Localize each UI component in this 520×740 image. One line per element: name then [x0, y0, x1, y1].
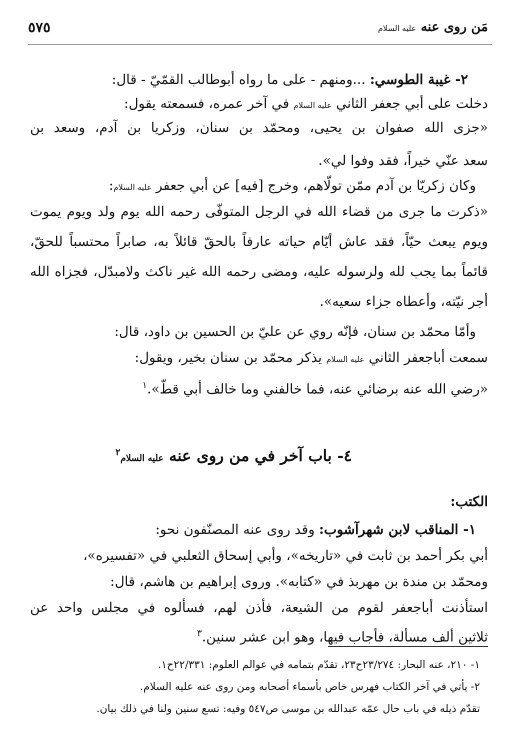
- text-line: «جزى الله صفوان بن يحيى، ومحمّد بن سنان، وزكريا بن آدم، وسعد بن: [30, 120, 488, 136]
- text-line: [124, 94, 488, 116]
- text-line: «ذكرت ما جرى من قضاء الله في الرجل المتوفّى رحمه الله يوم ولد ويوم يموت: [30, 204, 488, 220]
- text-line: ويوم يبعث حيّاً، فقد عاش أيّام حياته عارفاً بالحقّ قائلاً به، صابراً محتسباً للحقّ،: [30, 234, 489, 250]
- footnote-text: ٢- يأتي في آخر الكتاب فهرس خاص بأسماء أصحابه ومن روى عنه عليه السلام.: [139, 681, 480, 693]
- header-divider: [28, 44, 492, 45]
- honorific: عليه السلام: [113, 183, 152, 192]
- text-line: قائماً بما يجب لله ولرسوله عليه، ومضى رحمه الله غير ناكث ولامبدّل، فجزاه الله: [30, 264, 488, 280]
- line-text: وكان زكريّا بن آدم ممّن تولّاهم، وخرج [فيه] عن أبي جعفر: [151, 178, 476, 194]
- text-line: [197, 624, 488, 648]
- text-line: [112, 70, 468, 90]
- text-line: أبي بكر أحمد بن ثابت في «تاريخه»، وأبي إسحاق الثعلبي في «تفسيره»،: [83, 548, 488, 564]
- text-line: سعد عنّي خيراً، فقد وفوا لي».: [318, 153, 488, 169]
- line-text: دخلت على أبي جعفر الثاني: [331, 96, 488, 112]
- section-heading-text: ٤- باب آخر في من روى عنه: [169, 446, 352, 465]
- footnote-divider: [328, 646, 488, 647]
- text-line: [142, 376, 488, 400]
- footnote: ١- ٢١٠، عنه البحار: ٢٣/٢٧٤ح٢٣، تقدّم بتمامه في عوالم العلوم: ٢٢/٣٣١ح١.: [157, 659, 480, 671]
- text-line: استأذنت أباجعفر لقوم من الشيعة، فأذن لهم، فسألوه في مجلس واحد عن: [30, 600, 488, 616]
- line-text: :: [108, 178, 114, 194]
- source-label: ١- المناقب لابن شهرآشوب:: [319, 522, 476, 538]
- subheading-books: [450, 492, 488, 512]
- text-line: وأمّا محمّد بن سنان، فإنّه روي عن عليّ بن الحسين بن داود، قال:: [114, 324, 476, 340]
- line-text: «رضي الله عنه برضائي عنه، فما خالفني وما خالف أبي قطّ».: [147, 381, 488, 398]
- source-label: ٢- غيبة الطوسي:: [369, 72, 468, 88]
- footnote-marker: ٢: [115, 447, 121, 458]
- text-line: ومحمّد بن مندة بن مهربذ في «كتابه». وروى إبراهيم بن هاشم، قال:: [110, 574, 488, 590]
- footnote: [140, 679, 480, 695]
- page-number: ٥٧٥: [28, 20, 51, 36]
- running-header-title: [378, 20, 488, 35]
- honorific: عليه السلام: [293, 101, 332, 110]
- line-text: وقد روى عنه المصنّفون نحو:: [155, 522, 320, 538]
- subheading-text: الكتب:: [450, 494, 488, 510]
- line-text: ...ومنهم - على ما رواه أبوطالب القمّيّ - قال:: [111, 72, 370, 88]
- honorific: عليه السلام: [326, 355, 365, 364]
- line-text: يذكر محمّد بن سنان بخير، ويقول:: [134, 350, 327, 366]
- footnote-marker: ١: [142, 381, 148, 391]
- text-line: [155, 520, 476, 540]
- footnote: تقدّم ذيله في باب حال عمّه عبدالله بن موسى ص٥٤٧ وفيه: تسع سنين ولنا في ذلك بيان.: [96, 703, 480, 715]
- footnote-marker: ٣: [197, 629, 202, 639]
- text-line: [135, 348, 488, 370]
- line-text: سمعت أباجعفر الثاني: [364, 350, 488, 366]
- header-title-honorific: عليه السلام: [377, 24, 417, 33]
- text-line: أجر نيّته، وأعطاه جزاء سعيه».: [319, 294, 488, 310]
- text-line: [109, 176, 476, 198]
- header-title-text: مَن روى عنه: [420, 20, 488, 35]
- section-heading-honorific: عليه السلام: [120, 454, 164, 464]
- line-text: في آخر عمره، فسمعته يقول:: [124, 96, 294, 112]
- section-heading: [116, 446, 352, 465]
- line-text: ثلاثين ألف مسألة، فأجاب فيها، وهو ابن عشر سنين.: [201, 629, 488, 646]
